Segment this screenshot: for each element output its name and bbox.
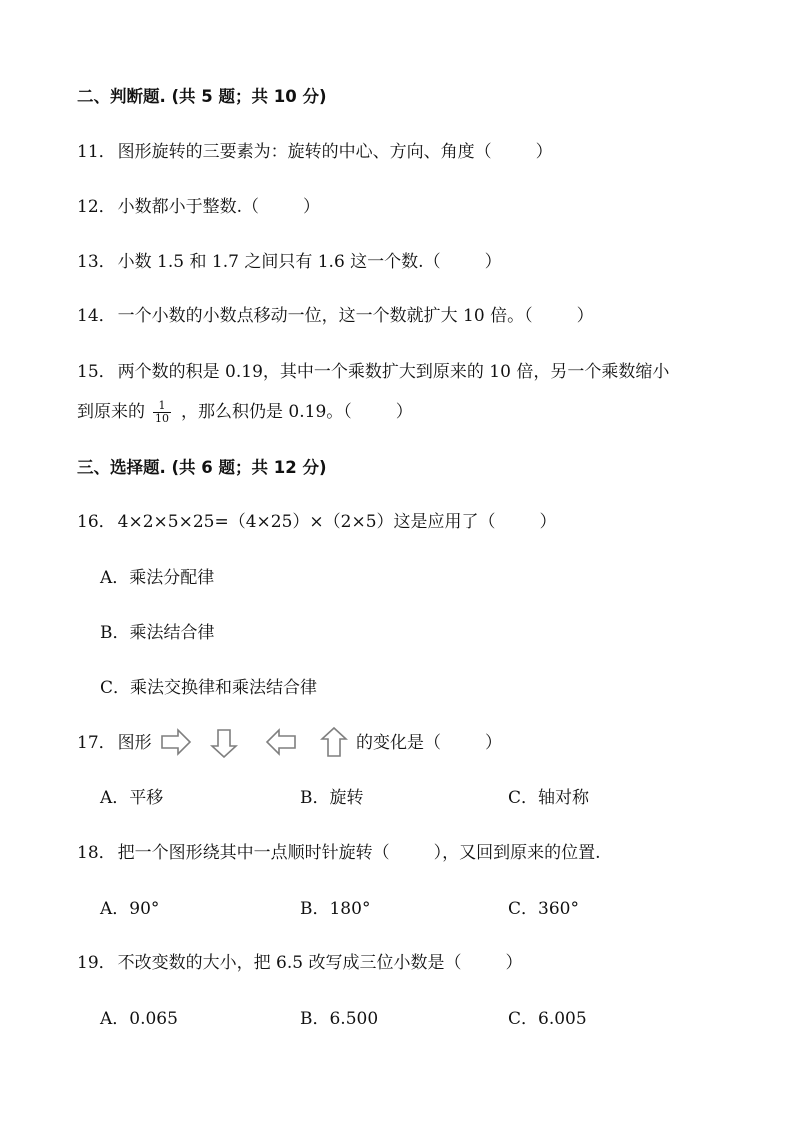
fraction-one-tenth bbox=[153, 400, 171, 425]
question-text: 小数都小于整数.（ bbox=[117, 197, 260, 217]
paren-close: ） bbox=[505, 953, 523, 973]
question-14 bbox=[77, 305, 594, 327]
question-text: 图形旋转的三要素为：旋转的中心、方向、角度（ bbox=[117, 142, 492, 162]
question-11 bbox=[77, 141, 553, 163]
question-number: 15． bbox=[77, 362, 116, 382]
question-15-line-1 bbox=[77, 361, 669, 383]
question-text: 4×2×5×25=（4×25）×（2×5）这是应用了（ bbox=[117, 512, 496, 532]
question-number: 19． bbox=[77, 953, 116, 973]
question-13 bbox=[77, 251, 502, 273]
question-number: 13． bbox=[77, 252, 116, 272]
option-17-a[interactable]: A．平移 bbox=[100, 788, 164, 808]
paren-close: ） bbox=[539, 512, 557, 532]
question-text-pre: 图形 bbox=[117, 733, 152, 753]
question-number: 17． bbox=[77, 733, 116, 753]
option-17-b[interactable]: B．旋转 bbox=[300, 788, 364, 808]
option-19-a[interactable]: A．0.065 bbox=[100, 1009, 178, 1029]
question-number: 18． bbox=[77, 843, 116, 863]
question-text-post: 的变化是（ bbox=[356, 733, 441, 753]
option-19-c[interactable]: C．6.005 bbox=[508, 1009, 587, 1029]
option-16-c[interactable]: C．乘法交换律和乘法结合律 bbox=[100, 678, 318, 698]
question-text: 把一个图形绕其中一点顺时针旋转（ bbox=[117, 843, 390, 863]
question-text: 不改变数的大小，把 6.5 改写成三位小数是（ bbox=[117, 953, 462, 973]
question-17-tail bbox=[356, 732, 502, 754]
question-text-post: ，那么积仍是 0.19。（ bbox=[181, 402, 352, 422]
arrow-up-icon bbox=[320, 726, 348, 758]
arrow-down-icon bbox=[210, 728, 238, 758]
paren-close: ） bbox=[485, 733, 502, 753]
option-18-a[interactable]: A．90° bbox=[100, 899, 160, 919]
paren-close: ） bbox=[535, 142, 553, 162]
question-text: 两个数的积是 0.19，其中一个乘数扩大到原来的 10 倍，另一个乘数缩小 bbox=[117, 362, 670, 382]
paren-close: ） bbox=[303, 197, 321, 217]
question-12 bbox=[77, 196, 320, 218]
question-15-line-2 bbox=[77, 400, 413, 425]
question-17 bbox=[77, 732, 152, 754]
paren-close: ），又回到原来的位置. bbox=[433, 843, 601, 863]
section-2-title: 二、判断题. (共 5 题；共 10 分) bbox=[77, 87, 327, 106]
question-16 bbox=[77, 511, 557, 533]
paren-close: ） bbox=[484, 252, 502, 272]
question-number: 14． bbox=[77, 306, 116, 326]
fraction-numerator: 1 bbox=[153, 400, 171, 413]
arrow-right-icon bbox=[160, 728, 192, 756]
option-17-c[interactable]: C．轴对称 bbox=[508, 788, 590, 808]
option-16-b[interactable]: B．乘法结合律 bbox=[100, 623, 215, 643]
question-text: 小数 1.5 和 1.7 之间只有 1.6 这一个数.（ bbox=[117, 252, 441, 272]
question-text-pre: 到原来的 bbox=[77, 402, 145, 422]
question-text: 一个小数的小数点移动一位，这一个数就扩大 10 倍。（ bbox=[117, 306, 533, 326]
option-18-b[interactable]: B．180° bbox=[300, 899, 371, 919]
question-number: 11． bbox=[77, 142, 116, 162]
paren-close: ） bbox=[576, 306, 594, 326]
fraction-denominator: 10 bbox=[155, 412, 169, 425]
arrow-left-icon bbox=[265, 728, 297, 756]
section-3-title: 三、选择题. (共 6 题；共 12 分) bbox=[77, 458, 327, 477]
option-18-c[interactable]: C．360° bbox=[508, 899, 579, 919]
question-number: 16． bbox=[77, 512, 116, 532]
option-16-a[interactable]: A．乘法分配律 bbox=[100, 568, 215, 588]
question-18 bbox=[77, 842, 601, 864]
paren-close: ） bbox=[395, 402, 413, 422]
question-19 bbox=[77, 952, 522, 974]
option-19-b[interactable]: B．6.500 bbox=[300, 1009, 379, 1029]
question-number: 12． bbox=[77, 197, 116, 217]
